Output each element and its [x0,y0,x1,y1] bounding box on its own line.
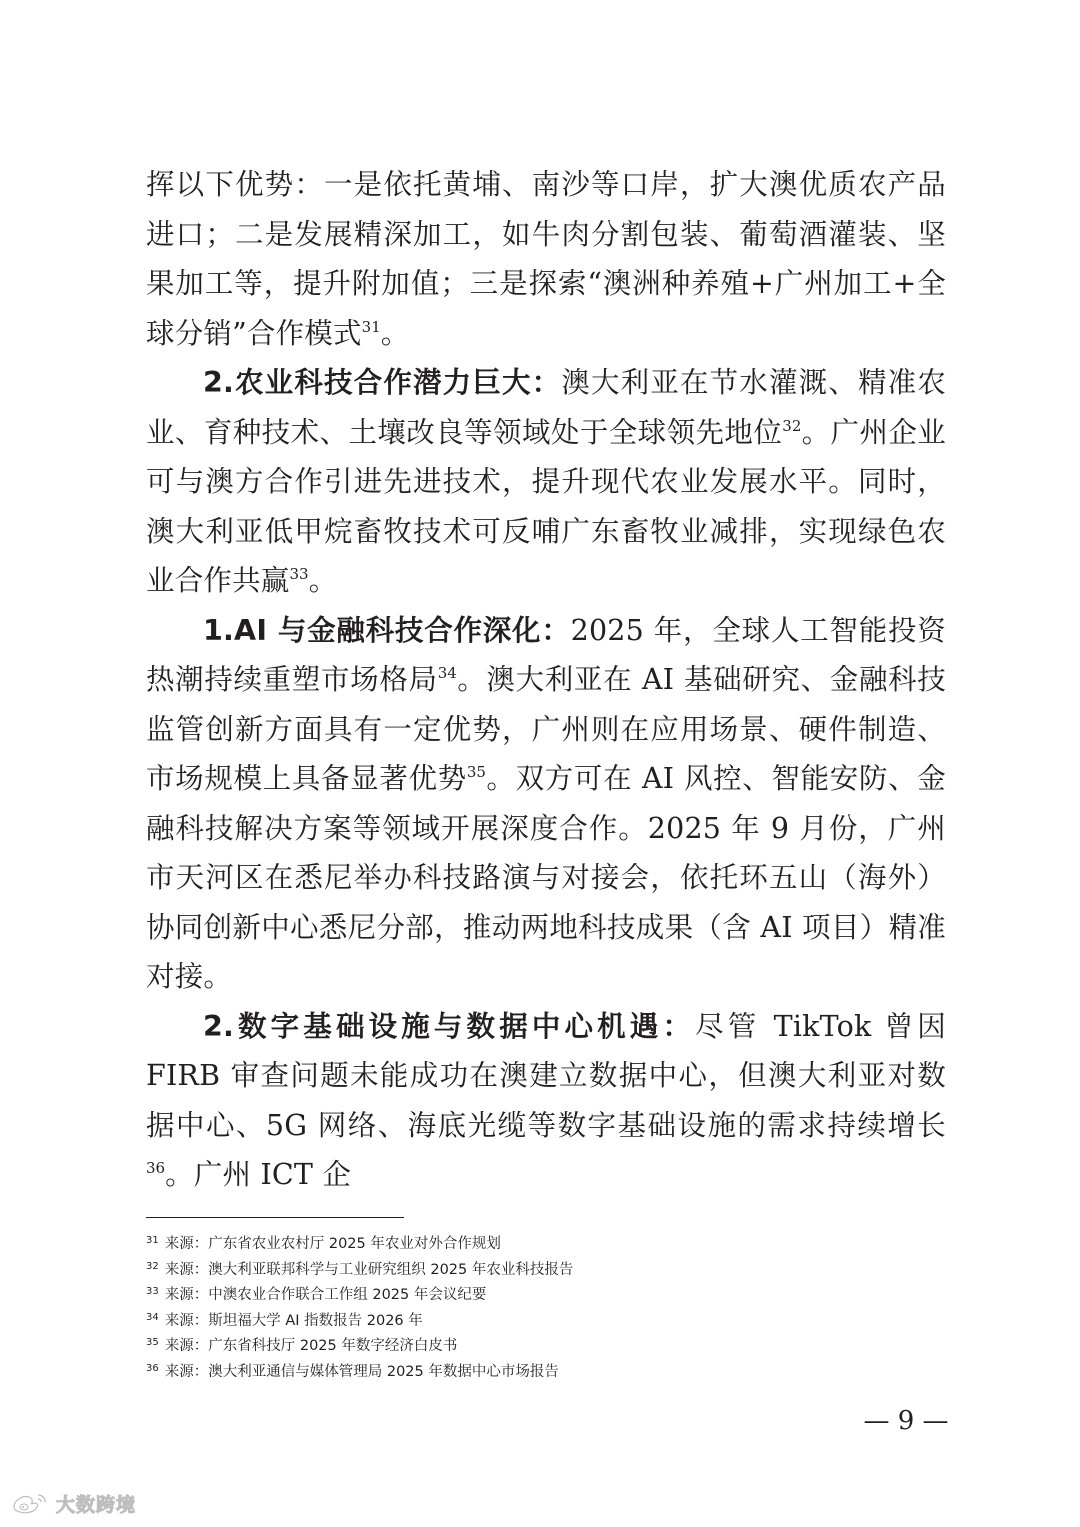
footnote-ref-32[interactable]: 32 [782,416,802,435]
footnote-ref-34[interactable]: 34 [437,664,457,682]
paragraph-ai-fintech [146,606,946,1002]
body-text [146,160,946,1200]
paragraph-text: 2025 年，全球人工智能投资热潮持续重塑市场格局 [146,613,946,696]
weibo-logo-icon [10,1491,50,1515]
footnote-item [146,1283,946,1309]
paragraph-lead-heading: 2.数字基础设施与数据中心机遇： [203,1009,696,1043]
footnote-ref-35[interactable]: 35 [466,763,486,781]
footnotes [146,1232,946,1386]
paragraph-text: 挥以下优势：一是依托黄埔、南沙等口岸，扩大澳优质农产品进口；二是发展精深加工，如牛肉分割包装、葡萄酒灌装、坚果加工等，提升附加值；三是探索“澳洲种养殖+广州加工+全球分销”合作模式 [146,168,946,350]
footnote-divider [146,1217,404,1218]
footnote-text: 来源：斯坦福大学 AI 指数报告 2026 年 [164,1312,423,1329]
paragraph-lead-heading: 1.AI 与金融科技合作深化： [203,613,571,647]
footnote-number: 35 [146,1337,159,1349]
paragraph-lead-heading: 2.农业科技合作潜力巨大： [203,366,562,399]
paragraph-text: 澳大利亚在节水灌溉、精准农业、育种技术、土壤改良等领域处于全球领先地位 [146,366,946,449]
footnote-item [146,1309,946,1335]
footnote-text: 来源：广东省科技厅 2025 年数字经济白皮书 [164,1338,458,1355]
footnote-number: 32 [146,1260,159,1272]
footnote-number: 34 [146,1311,159,1323]
footnote-text: 来源：中澳农业合作联合工作组 2025 年会议纪要 [164,1287,487,1304]
paragraph-digital-infra [146,1002,946,1200]
footnote-item [146,1360,946,1386]
footnote-text: 来源：澳大利亚联邦科学与工业研究组织 2025 年农业科技报告 [164,1261,574,1278]
paragraph-text: 尽管 TikTok 曾因 FIRB 审查问题未能成功在澳建立数据中心，但澳大利亚对数据中心、5G 网络、海底光缆等数字基础设施的需求持续增长 [146,1009,946,1142]
footnote-ref-33[interactable]: 33 [289,565,309,583]
footnote-item [146,1334,946,1360]
footnote-ref-36[interactable]: 36 [146,1159,166,1177]
footnote-item [146,1232,946,1258]
paragraph-agri-processing: 挥以下优势：一是依托黄埔、南沙等口岸，扩大澳优质农产品进口；二是发展精深加工，如牛肉分割包装、葡萄酒灌装、坚果加工等，提升附加值；三是探索“澳洲种养殖+广州加工+全球分销”合作模式$^{31}$。 [146,168,946,350]
paragraph-text: 。澳大利亚在 AI 基础研究、金融科技监管创新方面具有一定优势，广州则在应用场景、硬件制造、市场规模上具备显著优势 [146,663,946,795]
watermark-text: 大数跨境 [56,1493,137,1516]
footnote-text: 来源：广东省农业农村厅 2025 年农业对外合作规划 [164,1236,501,1252]
paragraph-agri-tech: 2.农业科技合作潜力巨大：澳大利亚在节水灌溉、精准农业、育种技术、土壤改良等领域处于全球领先地位$^{32}$。广州企业可与澳方合作引进先进技术，提升现代农业发展水平。同时，澳大利亚低甲烷畜牧技术可反哺广东畜牧业减排，实现绿色农业合作共赢$^{33}$。 [146,366,946,597]
watermark [10,1490,136,1516]
footnote-number: 31 [146,1235,159,1246]
footnote-number: 36 [146,1362,159,1374]
page-number: — 9 — [863,1406,949,1436]
footnote-item [146,1258,946,1284]
paragraph-text: 。双方可在 AI 风控、智能安防、金融科技解决方案等领域开展深度合作。2025 年 9 月份，广州市天河区在悉尼举办科技路演与对接会，依托环五山（海外）协同创新中心悉尼分部，推动两地科技成果（含 AI 项目）精准对接。 [146,762,947,993]
paragraph-text: 。广州 ICT 企 [165,1158,352,1191]
footnote-ref-31[interactable]: 31 [361,317,381,336]
footnote-number: 33 [146,1286,159,1298]
footnote-text: 来源：澳大利亚通信与媒体管理局 2025 年数据中心市场报告 [164,1363,559,1380]
paragraph-text: 。广州企业可与澳方合作引进先进技术，提升现代农业发展水平。同时，澳大利亚低甲烷畜牧技术可反哺广东畜牧业减排，实现绿色农业合作共赢 [146,415,946,597]
